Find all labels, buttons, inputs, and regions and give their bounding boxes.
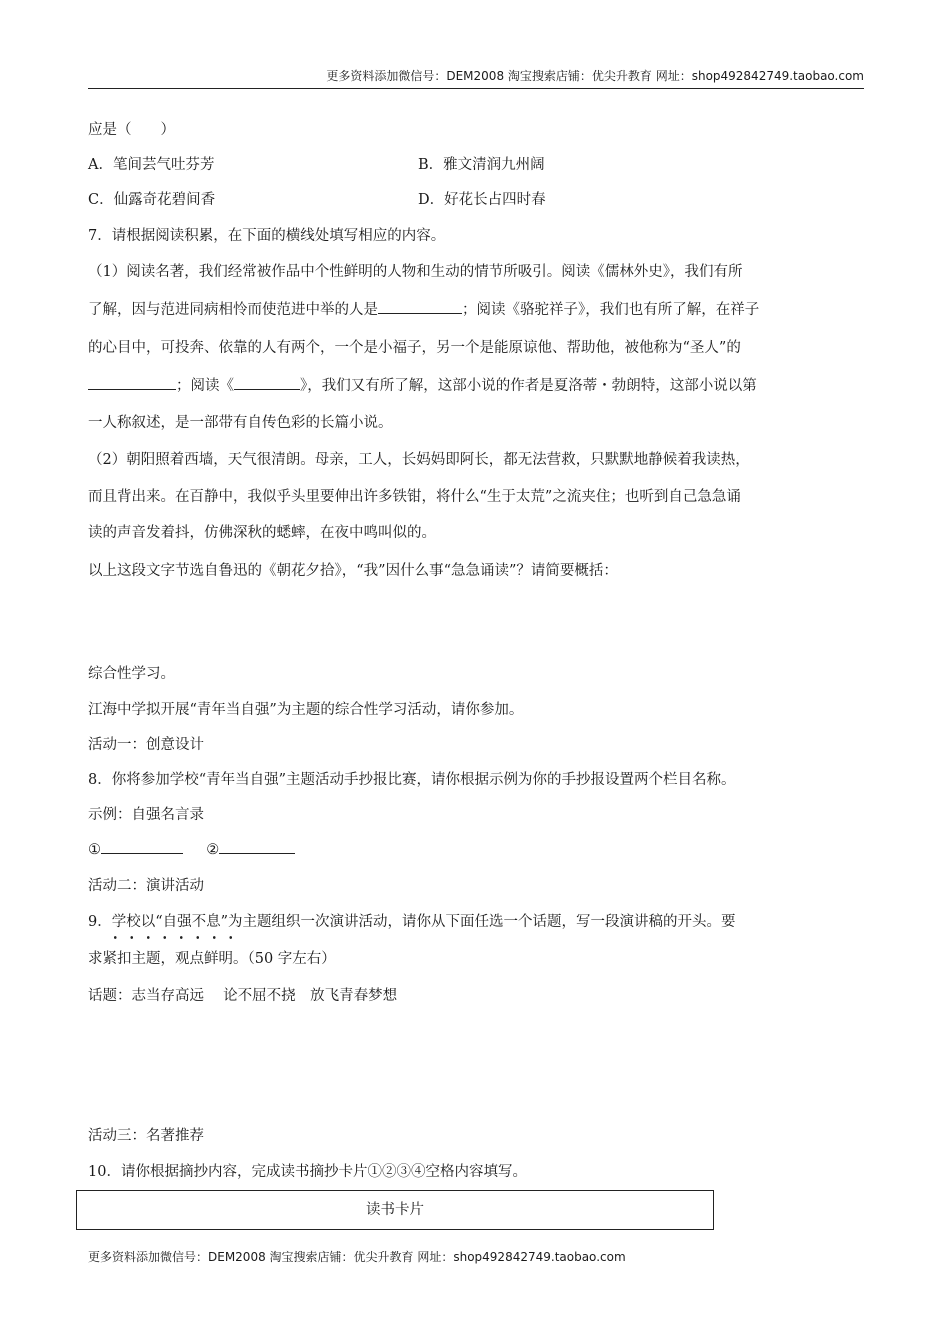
card-title: 读书卡片	[366, 1202, 424, 1218]
option-c: C．仙露奇花碧间香	[88, 192, 216, 208]
q7-text: ；阅读《骆驼祥子》，我们也有所了解，在祥子	[462, 302, 760, 318]
q7-p2-line1: （2）朝阳照着西墙，天气很清朗。母亲，工人，长妈妈即阿长，都无法营救，只默默地静候着我读热，	[88, 452, 750, 468]
q6-stem-end: 应是（ ）	[88, 122, 175, 138]
q7-title: 7．请根据阅读积累，在下面的横线处填写相应的内容。	[88, 228, 446, 244]
q7-p1-line3: 的心目中，可投奔、依靠的人有两个，一个是小福子，另一个是能原谅他、帮助他，被他称为“圣人”的	[88, 340, 741, 356]
blank-label-1: ①	[88, 842, 101, 858]
answer-blank-2[interactable]	[88, 374, 176, 390]
q7-p1-line1: （1）阅读名著，我们经常被作品中个性鲜明的人物和生动的情节所吸引。阅读《儒林外史》，我们有所	[88, 264, 743, 280]
q9-topics: 话题：志当存高远 论不屈不挠 放飞青春梦想	[88, 988, 398, 1004]
q8-blanks	[88, 838, 295, 858]
q9-text: 求	[88, 951, 103, 967]
q8-example: 示例：自强名言录	[88, 807, 204, 823]
answer-blank-column-2[interactable]	[219, 838, 295, 854]
q7-p2-line2: 而且背出来。在百静中，我似乎头里要伸出许多铁钳，将什么“生于太荒”之流夹住；也听到自己急急诵	[88, 489, 741, 505]
page-header: 更多资料添加微信号：DEM2008 淘宝搜索店铺：优尖升教育 网址：shop492842749.taobao.com	[88, 68, 864, 89]
q7-p1-line4	[88, 374, 757, 395]
q9-line1: 9．学校以“自强不息”为主题组织一次演讲活动，请你从下面任选一个话题，写一段演讲稿的开头。要	[88, 914, 736, 930]
q10-text: 10．请你根据摘抄内容，完成读书摘抄卡片①②③④空格内容填写。	[88, 1164, 527, 1180]
q7-text: 》，我们又有所了解，这部小说的作者是夏洛蒂・勃朗特，这部小说以第	[300, 378, 757, 394]
option-d: D．好花长占四时春	[418, 192, 546, 208]
q9-text: 。（50 字左右）	[233, 951, 336, 967]
section-heading: 综合性学习。	[88, 666, 175, 682]
answer-blank-1[interactable]	[378, 298, 462, 314]
emphasis-dotted-text: 紧扣主题，观点鲜明	[103, 947, 234, 968]
blank-label-2: ②	[206, 842, 220, 858]
option-b: B．雅文清润九州阔	[418, 157, 545, 173]
option-a: A．笔间芸气吐芬芳	[88, 157, 215, 173]
q9-line2	[88, 947, 336, 968]
answer-blank-3[interactable]	[234, 374, 300, 390]
page-footer: 更多资料添加微信号：DEM2008 淘宝搜索店铺：优尖升教育 网址：shop492842749.taobao.com	[88, 1250, 626, 1264]
q8-text: 8．你将参加学校“青年当自强”主题活动手抄报比赛，请你根据示例为你的手抄报设置两个栏目名称。	[88, 772, 736, 788]
section-intro: 江海中学拟开展“青年当自强”为主题的综合性学习活动，请你参加。	[88, 702, 524, 718]
activity-3: 活动三：名著推荐	[88, 1128, 204, 1144]
q7-p1-line5: 一人称叙述，是一部带有自传色彩的长篇小说。	[88, 415, 393, 431]
q7-text: ；阅读《	[176, 378, 234, 394]
reading-card-table	[76, 1190, 714, 1230]
q7-p1-line2	[88, 298, 759, 319]
q7-question: 以上这段文字节选自鲁迅的《朝花夕拾》，“我”因什么事“急急诵读”？请简要概括：	[88, 563, 618, 579]
activity-1: 活动一：创意设计	[88, 737, 204, 753]
q7-text: 了解，因与范进同病相怜而使范进中举的人是	[88, 302, 378, 318]
activity-2: 活动二：演讲活动	[88, 878, 204, 894]
answer-blank-column-1[interactable]	[101, 838, 183, 854]
q7-p2-line3: 读的声音发着抖，仿佛深秋的蟋蟀，在夜中鸣叫似的。	[88, 525, 436, 541]
